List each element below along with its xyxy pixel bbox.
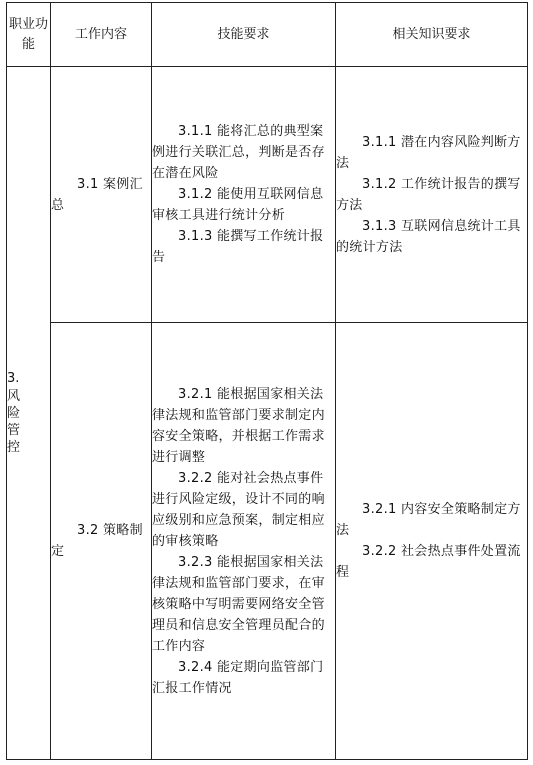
skill-item: 3.1.1 能将汇总的典型案例进行关联汇总，判断是否存在潜在风险 bbox=[152, 124, 325, 181]
knowledge-item: 3.1.3 互联网信息统计工具的统计方法 bbox=[336, 218, 521, 255]
function-name: 风险管控 bbox=[7, 389, 21, 455]
content-cell bbox=[51, 67, 152, 323]
header-skills: 技能要求 bbox=[152, 3, 336, 67]
skill-item: 3.2.2 能对社会热点事件进行风险定级，设计不同的响应级别和应急预案，制定相应的审核策略 bbox=[152, 470, 325, 549]
knowledge-item: 3.2.2 社会热点事件处置流程 bbox=[336, 544, 521, 580]
content-text: 3.2 策略制定 bbox=[51, 523, 143, 559]
header-knowledge: 相关知识要求 bbox=[336, 3, 528, 67]
skill-item: 3.1.3 能撰写工作统计报告 bbox=[152, 229, 324, 265]
skill-item: 3.2.1 能根据国家相关法律法规和监管部门要求制定内容安全策略，并根据工作需求进行调整 bbox=[152, 386, 325, 465]
header-content: 工作内容 bbox=[51, 3, 152, 67]
knowledge-cell bbox=[336, 67, 528, 323]
header-row bbox=[7, 3, 528, 67]
skill-item: 3.1.2 能使用互联网信息审核工具进行统计分析 bbox=[152, 187, 324, 223]
skills-cell bbox=[152, 67, 336, 323]
content-text: 3.1 案例汇总 bbox=[51, 176, 143, 213]
function-cell bbox=[7, 67, 51, 760]
occupation-standard-table bbox=[6, 2, 528, 760]
table-row bbox=[7, 323, 528, 760]
table-row bbox=[7, 67, 528, 323]
header-function: 职业功能 bbox=[7, 3, 51, 67]
knowledge-cell bbox=[336, 323, 528, 760]
knowledge-item: 3.1.1 潜在内容风险判断方法 bbox=[336, 134, 521, 171]
knowledge-item: 3.1.2 工作统计报告的撰写方法 bbox=[336, 176, 521, 213]
function-number: 3. bbox=[7, 371, 20, 386]
skill-item: 3.2.4 能定期向监管部门汇报工作情况 bbox=[152, 659, 324, 696]
skill-item: 3.2.3 能根据国家相关法律法规和监管部门要求，在审核策略中写明需要网络安全管理员和信息安全管理员配合的工作内容 bbox=[152, 554, 325, 654]
knowledge-item: 3.2.1 内容安全策略制定方法 bbox=[336, 502, 521, 538]
skills-cell bbox=[152, 323, 336, 760]
content-cell bbox=[51, 323, 152, 760]
